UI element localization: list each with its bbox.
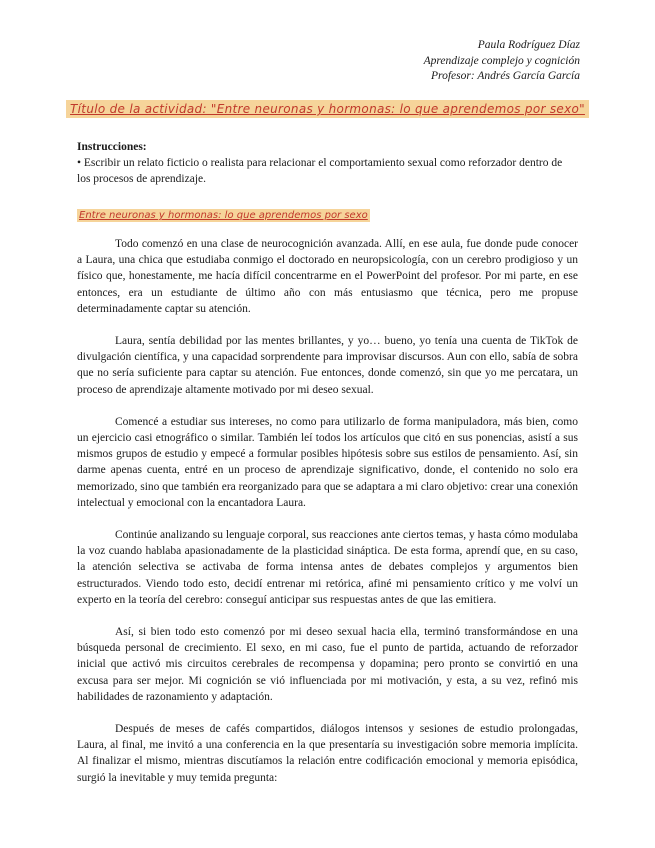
paragraph: Laura, sentía debilidad por las mentes brillantes, y yo… bueno, yo tenía una cuenta de TikTok de divulgación científica, y una capacidad sorprendente para improvisar discursos. Aun con ello, sabía de sobra que no sería suficiente para captar su atención. Fue entonces, donde comenzó, sin que yo me percatara, un proceso de aprendizaje altamente motivado por mi deseo sexual. <box>77 335 578 396</box>
instructions-label: Instrucciones: <box>77 141 147 153</box>
story-subheading-text: Entre neuronas y hormonas: lo que aprendemos por sexo <box>79 210 368 221</box>
paragraph: Todo comenzó en una clase de neurocognición avanzada. Allí, en ese aula, fue donde pude conocer a Laura, una chica que estudiaba conmigo el doctorado en neuropsicología, con un cerebro prodigioso y un físico que, honestamente, me hacía difícil concentrarme en el PowerPoint del profesor. Por mi parte, en ese entonces, era un estudiante de último año con más entusiasmo que técnica, pero me propuse determinadamente captar su atención. <box>77 238 578 315</box>
story-subheading <box>77 205 370 223</box>
activity-title <box>0 100 655 118</box>
paragraph: Así, si bien todo esto comenzó por mi deseo sexual hacia ella, terminó transformándose en una búsqueda personal de crecimiento. El sexo, en mi caso, fue el punto de partida, actuando de reforzador inicial que activó mis circuitos cerebrales de recompensa y dopamina; pero pronto se convirtió en una excusa para ser mejor. Mi cognición se vió influenciada por mi motivación, y esta, a su vez, refinó mis habilidades de razonamiento y adaptación. <box>77 626 578 703</box>
author-name: Paula Rodríguez Díaz <box>477 39 580 51</box>
instructions-block <box>77 139 578 187</box>
document-header <box>424 38 580 85</box>
activity-title-text: Título de la actividad: "Entre neuronas y hormonas: lo que aprendemos por sexo" <box>66 100 589 118</box>
instructions-text: • Escribir un relato ficticio o realista para relacionar el comportamiento sexual como reforzador dentro de los procesos de aprendizaje. <box>77 157 563 185</box>
paragraph: Continúe analizando su lenguaje corporal, sus reacciones ante ciertos temas, y hasta cómo modulaba la voz cuando hablaba apasionadamente de la plasticidad sináptica. De esta forma, aprendí que, en su caso, la atención selectiva se activaba de forma intensa antes de debates complejos y argumentos bien estructurados. Viendo todo esto, decidí entrenar mi retórica, afiné mi pensamiento crítico y me volví un experto en la teoría del cerebro: conseguí anticipar sus respuestas antes de que las emitiera. <box>77 529 578 606</box>
course-name: Aprendizaje complejo y cognición <box>423 54 580 67</box>
paragraph: Comencé a estudiar sus intereses, no como para utilizarlo de forma manipuladora, más bien, como un ejercicio casi etnográfico o similar. También leí todos los artículos que citó en sus ponencias, asistí a sus mismos grupos de estudio y empecé a formular posibles hipótesis sobre sus estilos de pensamiento. Así, sin darme apenas cuenta, entré en un proceso de aprendizaje significativo, donde, el contenido no solo era memorizado, sino que también era reorganizado para que se adaptara a mi claro objetivo: crear una conexión intelectual y emocional con la encantadora Laura. <box>77 415 578 509</box>
professor-name: Profesor: Andrés García García <box>431 70 580 82</box>
story-body <box>77 236 578 802</box>
paragraph: Después de meses de cafés compartidos, diálogos intensos y sesiones de estudio prolongadas, Laura, al final, me invitó a una conferencia en la que presentaría su investigación sobre memoria implícita. Al finalizar el mismo, mientras discutíamos la relación entre codificación emocional y memoria episódica, surgió la inevitable y muy temida pregunta: <box>77 723 578 784</box>
